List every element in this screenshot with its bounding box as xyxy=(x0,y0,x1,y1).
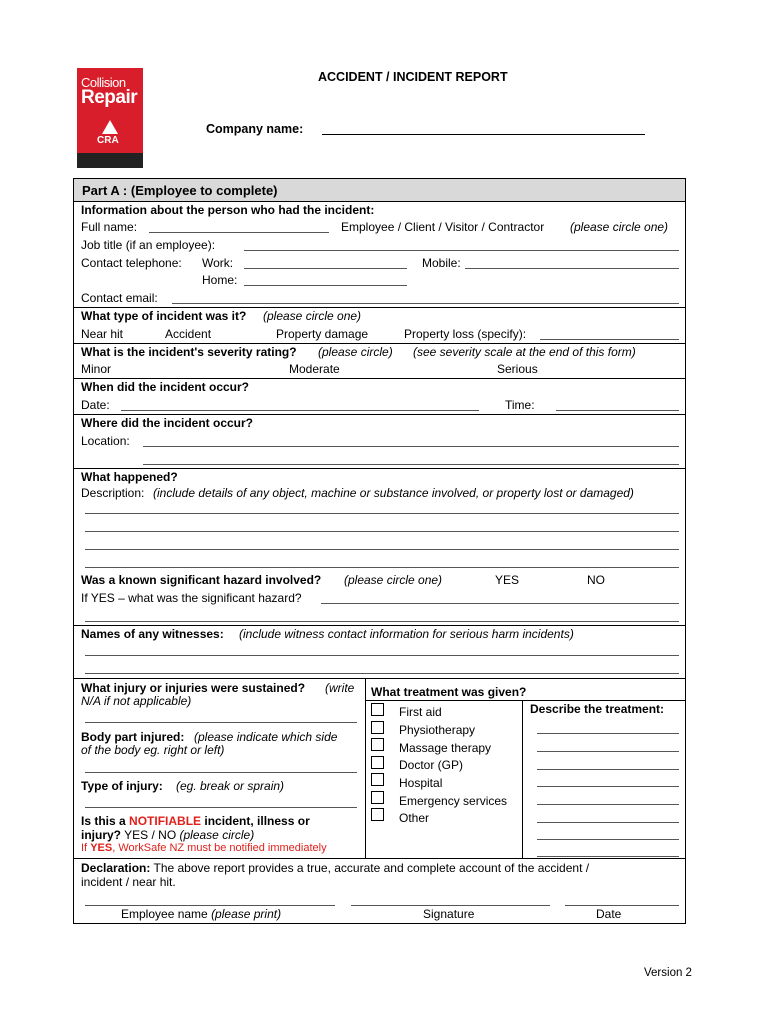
logo-bar xyxy=(77,153,143,168)
full-name-field[interactable] xyxy=(149,232,329,233)
divider xyxy=(74,678,685,679)
emergency-label: Emergency services xyxy=(399,794,508,808)
hazard-field-2[interactable] xyxy=(85,621,679,622)
hazard-if-label: If YES – what was the significant hazard? xyxy=(81,591,302,605)
employee-name-label: Employee name (please print) xyxy=(121,907,282,921)
injury-question: What injury or injuries were sustained? xyxy=(81,681,306,695)
page-title: ACCIDENT / INCIDENT REPORT xyxy=(318,70,508,84)
treatment-line-4[interactable] xyxy=(537,786,679,787)
injury-field[interactable] xyxy=(85,722,357,723)
hazard-yes[interactable]: YES xyxy=(495,573,520,587)
date-sign-label: Date xyxy=(596,907,622,921)
declaration-text: Declaration: The above report provides a true, accurate and complete account of the accident / xyxy=(81,861,590,875)
logo-line3: CRA xyxy=(97,135,119,146)
date-field[interactable] xyxy=(121,410,479,411)
date-sign-field[interactable] xyxy=(565,905,679,906)
cra-logo xyxy=(77,68,143,168)
contact-tel-label: Contact telephone: xyxy=(81,256,182,270)
hazard-no[interactable]: NO xyxy=(587,573,605,587)
mobile-field[interactable] xyxy=(465,268,679,269)
email-field[interactable] xyxy=(172,303,679,304)
witness-line-2[interactable] xyxy=(85,673,679,674)
body-part-field[interactable] xyxy=(85,772,357,773)
injury-hint-2: N/A if not applicable) xyxy=(81,694,192,708)
divider xyxy=(74,378,685,379)
treatment-line-8[interactable] xyxy=(537,856,679,857)
logo-triangle-icon xyxy=(102,120,118,134)
hospital-checkbox[interactable] xyxy=(371,773,384,786)
severity-serious[interactable]: Serious xyxy=(497,362,538,376)
location-field[interactable] xyxy=(143,446,679,447)
treatment-line-2[interactable] xyxy=(537,751,679,752)
notifiable-question: Is this a NOTIFIABLE incident, illness or xyxy=(81,814,310,828)
time-label: Time: xyxy=(505,398,535,412)
work-label: Work: xyxy=(202,256,234,270)
severity-moderate[interactable]: Moderate xyxy=(289,362,340,376)
logo-line1: Collision xyxy=(81,75,126,90)
witness-question: Names of any witnesses: xyxy=(81,627,224,641)
treatment-line-3[interactable] xyxy=(537,769,679,770)
emergency-checkbox[interactable] xyxy=(371,791,384,804)
treatment-describe-label: Describe the treatment: xyxy=(530,702,665,716)
divider xyxy=(74,858,685,859)
email-label: Contact email: xyxy=(81,291,158,305)
part-a-title: Part A : (Employee to complete) xyxy=(82,183,278,198)
body-part-hint-1: (please indicate which side xyxy=(194,730,338,744)
type-injury-field[interactable] xyxy=(85,807,357,808)
work-phone-field[interactable] xyxy=(244,268,407,269)
type-near-hit[interactable]: Near hit xyxy=(81,327,124,341)
location-label: Location: xyxy=(81,434,130,448)
home-phone-field[interactable] xyxy=(244,285,407,286)
treatment-line-6[interactable] xyxy=(537,822,679,823)
treatment-inner-divider xyxy=(522,700,523,858)
info-heading: Information about the person who had the incident: xyxy=(81,203,375,217)
hazard-question: Was a known significant hazard involved? xyxy=(81,573,322,587)
divider xyxy=(74,414,685,415)
version-label: Version 2 xyxy=(644,967,692,979)
description-line-4[interactable] xyxy=(85,567,679,568)
description-label: Description: xyxy=(81,486,145,500)
severity-minor[interactable]: Minor xyxy=(81,362,112,376)
company-name-field[interactable] xyxy=(322,134,645,135)
signature-label: Signature xyxy=(423,907,475,921)
doctor-checkbox[interactable] xyxy=(371,756,384,769)
witness-line-1[interactable] xyxy=(85,655,679,656)
logo-line2: Repair xyxy=(81,87,138,108)
hazard-hint: (please circle one) xyxy=(344,573,443,587)
type-property-damage[interactable]: Property damage xyxy=(276,327,369,341)
body-part-hint-2: of the body eg. right or left) xyxy=(81,743,225,757)
type-accident[interactable]: Accident xyxy=(165,327,212,341)
description-line-2[interactable] xyxy=(85,531,679,532)
hospital-label: Hospital xyxy=(399,776,443,790)
divider xyxy=(74,625,685,626)
first-aid-checkbox[interactable] xyxy=(371,703,384,716)
treatment-line-5[interactable] xyxy=(537,804,679,805)
incident-type-question: What type of incident was it? xyxy=(81,309,247,323)
what-happened-question: What happened? xyxy=(81,470,178,484)
property-loss-field[interactable] xyxy=(540,339,679,340)
first-aid-label: First aid xyxy=(399,705,442,719)
person-types[interactable]: Employee / Client / Visitor / Contractor xyxy=(341,220,545,234)
description-line-3[interactable] xyxy=(85,549,679,550)
home-label: Home: xyxy=(202,273,238,287)
other-label: Other xyxy=(399,811,430,825)
circle-one-hint: (please circle one) xyxy=(570,220,669,234)
severity-hint: (please circle) xyxy=(318,345,393,359)
notifiable-answer[interactable]: injury? YES / NO (please circle) xyxy=(81,828,255,842)
time-field[interactable] xyxy=(556,410,679,411)
mobile-label: Mobile: xyxy=(422,256,461,270)
type-property-loss[interactable]: Property loss (specify): xyxy=(404,327,527,341)
column-divider xyxy=(365,678,366,858)
treatment-line-1[interactable] xyxy=(537,733,679,734)
incident-type-hint: (please circle one) xyxy=(263,309,362,323)
declaration-text-2: incident / near hit. xyxy=(81,875,176,889)
location-field-2[interactable] xyxy=(143,464,679,465)
other-checkbox[interactable] xyxy=(371,808,384,821)
when-question: When did the incident occur? xyxy=(81,380,249,394)
divider xyxy=(74,307,685,308)
treatment-divider xyxy=(365,700,685,701)
description-hint: (include details of any object, machine or substance involved, or property lost or damaged) xyxy=(153,486,634,500)
type-injury-hint: (eg. break or sprain) xyxy=(176,779,285,793)
divider xyxy=(74,343,685,344)
treatment-question: What treatment was given? xyxy=(371,685,527,699)
employee-name-field[interactable] xyxy=(85,905,335,906)
physiotherapy-label: Physiotherapy xyxy=(399,723,476,737)
injury-hint-1: (write xyxy=(325,681,355,695)
doctor-label: Doctor (GP) xyxy=(399,758,464,772)
job-title-field[interactable] xyxy=(244,250,679,251)
date-label: Date: xyxy=(81,398,110,412)
hazard-field[interactable] xyxy=(321,603,679,604)
signature-field[interactable] xyxy=(351,905,550,906)
witness-hint: (include witness contact information for serious harm incidents) xyxy=(239,627,574,641)
company-label: Company name: xyxy=(206,122,304,136)
job-title-label: Job title (if an employee): xyxy=(81,238,216,252)
notifiable-warning: If YES, WorkSafe NZ must be notified immediately xyxy=(81,842,327,854)
full-name-label: Full name: xyxy=(81,220,138,234)
divider xyxy=(74,468,685,469)
treatment-line-7[interactable] xyxy=(537,839,679,840)
type-injury-question: Type of injury: xyxy=(81,779,163,793)
massage-checkbox[interactable] xyxy=(371,738,384,751)
massage-label: Massage therapy xyxy=(399,741,492,755)
severity-note: (see severity scale at the end of this form) xyxy=(413,345,636,359)
body-part-question: Body part injured: xyxy=(81,730,185,744)
description-line-1[interactable] xyxy=(85,513,679,514)
physiotherapy-checkbox[interactable] xyxy=(371,721,384,734)
where-question: Where did the incident occur? xyxy=(81,416,254,430)
severity-question: What is the incident's severity rating? xyxy=(81,345,297,359)
